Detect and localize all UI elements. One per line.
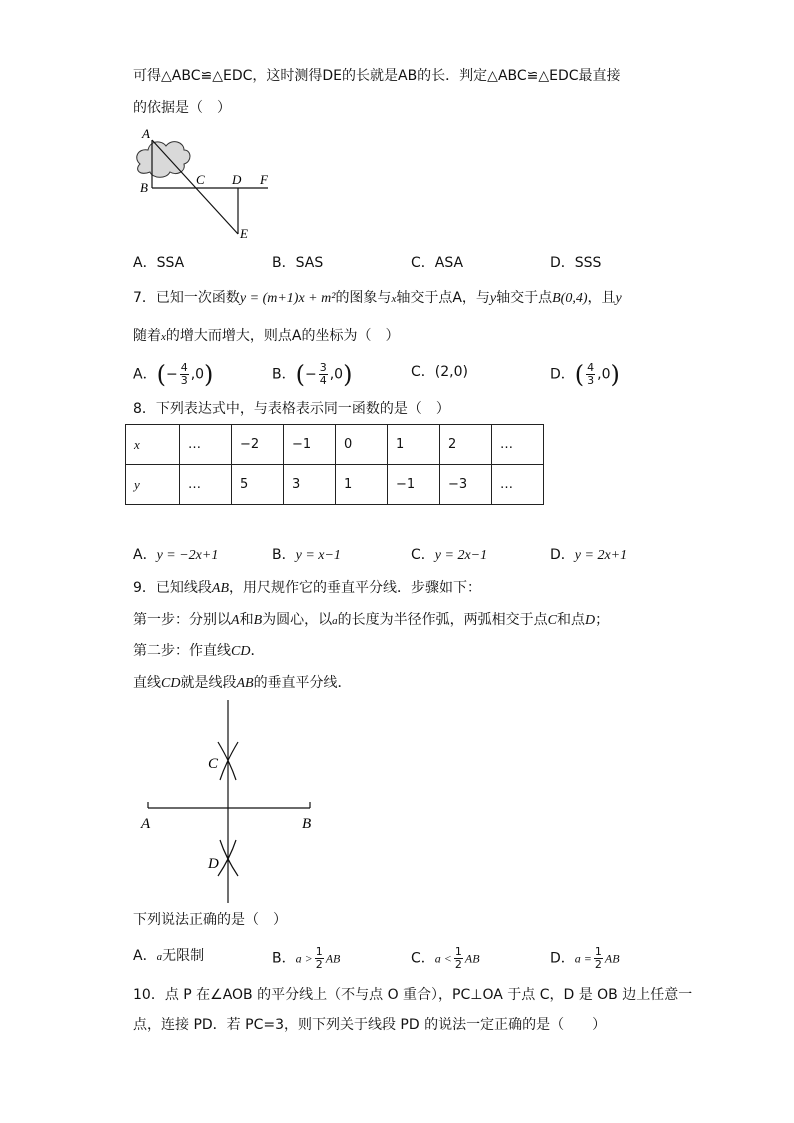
table-cell: 2 [440,425,492,465]
q9-ask: 下列说法正确的是（ ） [133,912,287,928]
label-f: F [260,172,268,187]
q9-option-c-fraction: $\frac{1}{2}$ [454,945,462,971]
q7-option-d[interactable]: D．( $\frac{4}{3}$ ,0) [550,360,620,389]
q9-step1-c: 为圆心，以 [262,612,333,628]
label-b: B [140,180,148,195]
q7-option-a[interactable]: A．(− $\frac{4}{3}$ ,0) [133,360,214,389]
q8-option-a-letter: A． [133,547,157,563]
q9-option-b-lhs: a > [295,951,313,966]
q6-option-d[interactable]: D．SSS [550,255,602,271]
q9-conclusion [133,673,352,694]
q9-option-b-rhs: AB [325,951,341,966]
q6-option-c[interactable]: C．ASA [411,255,464,271]
q7-x2: x [161,331,166,343]
q7-y1: y [489,291,497,306]
q6-line1: 可得△ABC≌△EDC，这时测得DE的长就是AB的长．判定△ABC≌△EDC最直接 [133,68,621,84]
q9-b1: B [253,613,263,628]
label-a: A [142,126,150,141]
table-cell: … [180,425,232,465]
q9-step1-e: 和点 [556,612,585,628]
q9-concl-b: 就是线段 [180,675,237,691]
q7-option-b-sign: − [304,366,317,383]
q6-option-b[interactable]: B．SAS [272,255,324,271]
q7-mid1: 的图象与 [335,290,392,306]
table-cell: … [492,425,544,465]
q9-step1-a: 第一步：分别以 [133,612,231,628]
table-row-x [126,425,544,465]
q8-option-a-formula: y = −2x+1 [156,548,219,563]
q9-step1-f: ； [595,612,610,628]
q6-line2: 的依据是（ ） [133,100,231,116]
q7-option-c[interactable] [411,362,468,382]
q8-option-d-letter: D． [550,547,575,563]
table-cell: 1 [336,465,388,505]
q10-line2: 点，连接 PD．若 PC=3，则下列关于线段 PD 的说法一定正确的是（ ） [133,1017,607,1033]
q9-d1: D [584,613,596,628]
q7-option-d-fraction: $\frac{4}{3}$ [587,361,595,387]
q7-option-a-fraction: $\frac{4}{3}$ [180,361,188,387]
table-cell: −3 [440,465,492,505]
table-cell: … [180,465,232,505]
label-d-q9: D [208,856,219,872]
table-cell: −1 [388,465,440,505]
q9-option-a-letter: A． [133,948,157,964]
q7-option-a-tail: ,0 [190,366,205,383]
q7-line2 [133,326,399,347]
q7-option-a-sign: − [165,366,178,383]
q9-ab2: AB [236,676,254,691]
q7-mid2: 轴交于点A，与 [396,290,490,306]
q9-option-b[interactable] [272,946,340,971]
q7-line2-a: 随着 [133,328,161,344]
q9-option-b-fraction: $\frac{1}{2}$ [315,945,323,971]
q7-y2: y [615,291,622,306]
q9-option-d-fraction: $\frac{1}{2}$ [594,945,602,971]
q6-figure [128,126,278,246]
label-c-q9: C [208,756,219,772]
table-cell: 0 [336,425,388,465]
label-c: C [196,172,205,187]
q8-option-b-letter: B． [272,547,296,563]
q7-point-b: B(0,4) [552,291,588,306]
arc-c-left [218,742,236,780]
q7-prefix: 7．已知一次函数 [133,290,240,306]
q9-step1-b: 和 [239,612,254,628]
q9-step1 [133,610,609,631]
q9-a1: A [231,613,240,628]
q9-cd2: CD [161,676,181,691]
q7-option-d-letter: D． [550,366,575,383]
q9-option-c-lhs: a < [434,951,452,966]
table-cell: x [126,425,180,465]
q9-stem-b: ，用尺规作它的垂直平分线．步骤如下： [229,580,482,596]
q9-stem [133,578,481,599]
table-cell: 5 [232,465,284,505]
q9-option-b-letter: B． [272,950,296,967]
table-cell: −1 [284,425,336,465]
q9-alpha: a [332,615,338,627]
table-cell: 1 [388,425,440,465]
q8-option-c-letter: C． [411,547,435,563]
q9-option-c-rhs: AB [464,951,480,966]
segment-ae [152,140,238,234]
q9-step2-a: 第二步：作直线 [133,643,231,659]
q7-option-d-tail: ,0 [597,366,611,383]
q9-option-d-rhs: AB [604,951,620,966]
q9-step1-d: 的长度为半径作弧，两弧相交于点 [337,612,548,628]
table-cell: 3 [284,465,336,505]
q8-option-d[interactable] [550,545,627,566]
table-row-y [126,465,544,505]
q7-mid4: ，且 [587,290,616,306]
q10-line1: 10．点 P 在∠AOB 的平分线上（不与点 O 重合），PC⊥OA 于点 C，D 是 OB 边上任意一 [133,987,693,1003]
q6-option-a[interactable]: A．SSA [133,255,185,271]
q8-stem: 8．下列表达式中，与表格表示同一函数的是（ ） [133,401,450,417]
q8-option-c-formula: y = 2x−1 [434,548,488,563]
q7-line2-b: 的增大而增大，则点A的坐标为（ ） [165,328,400,344]
q9-step2 [133,641,264,662]
q9-option-a-var: a [156,951,163,963]
q7-option-b[interactable]: B．(− $\frac{3}{4}$ ,0) [272,360,353,389]
q7-option-b-tail: ,0 [329,366,344,383]
q9-ab1: AB [211,581,230,596]
q9-concl-c: 的垂直平分线． [253,675,352,691]
label-e: E [240,226,248,241]
label-d: D [232,172,242,187]
q9-concl-a: 直线 [133,675,161,691]
q8-option-b[interactable] [272,545,341,566]
q7-line1 [133,288,622,309]
table-cell: … [492,465,544,505]
q7-option-c-letter: C． [411,364,435,380]
q9-option-a-text: 无限制 [162,948,205,964]
table-cell: y [126,465,180,505]
label-b-q9: B [302,816,312,832]
q8-option-d-formula: y = 2x+1 [574,548,628,563]
q9-option-d-lhs: a = [574,951,592,966]
q9-option-d[interactable] [550,946,620,971]
q8-option-b-formula: y = x−1 [295,548,341,563]
q9-option-a[interactable] [133,946,204,967]
arc-c-right [220,742,238,780]
q8-table [125,424,544,505]
q7-option-b-letter: B． [272,366,296,383]
q9-c1: C [547,613,557,628]
q9-option-c[interactable] [411,946,480,971]
q7-option-b-fraction: $\frac{3}{4}$ [319,361,327,387]
q9-stem-a: 9．已知线段 [133,580,212,596]
q8-option-c[interactable] [411,545,487,566]
q9-figure [138,700,328,905]
q7-x1: x [391,293,397,305]
q7-mid3: 轴交于点 [496,290,553,306]
q7-formula: y = (m+1)x + m² [239,291,336,306]
q8-option-a[interactable] [133,545,218,566]
label-a-q9: A [141,816,151,832]
q9-step2-b: ． [250,643,265,659]
q9-option-c-letter: C． [411,950,435,967]
q9-option-d-letter: D． [550,950,575,967]
q7-option-a-letter: A． [133,366,157,383]
table-cell: −2 [232,425,284,465]
q7-option-c-text: (2,0) [434,364,468,380]
q9-cd: CD [231,644,251,659]
